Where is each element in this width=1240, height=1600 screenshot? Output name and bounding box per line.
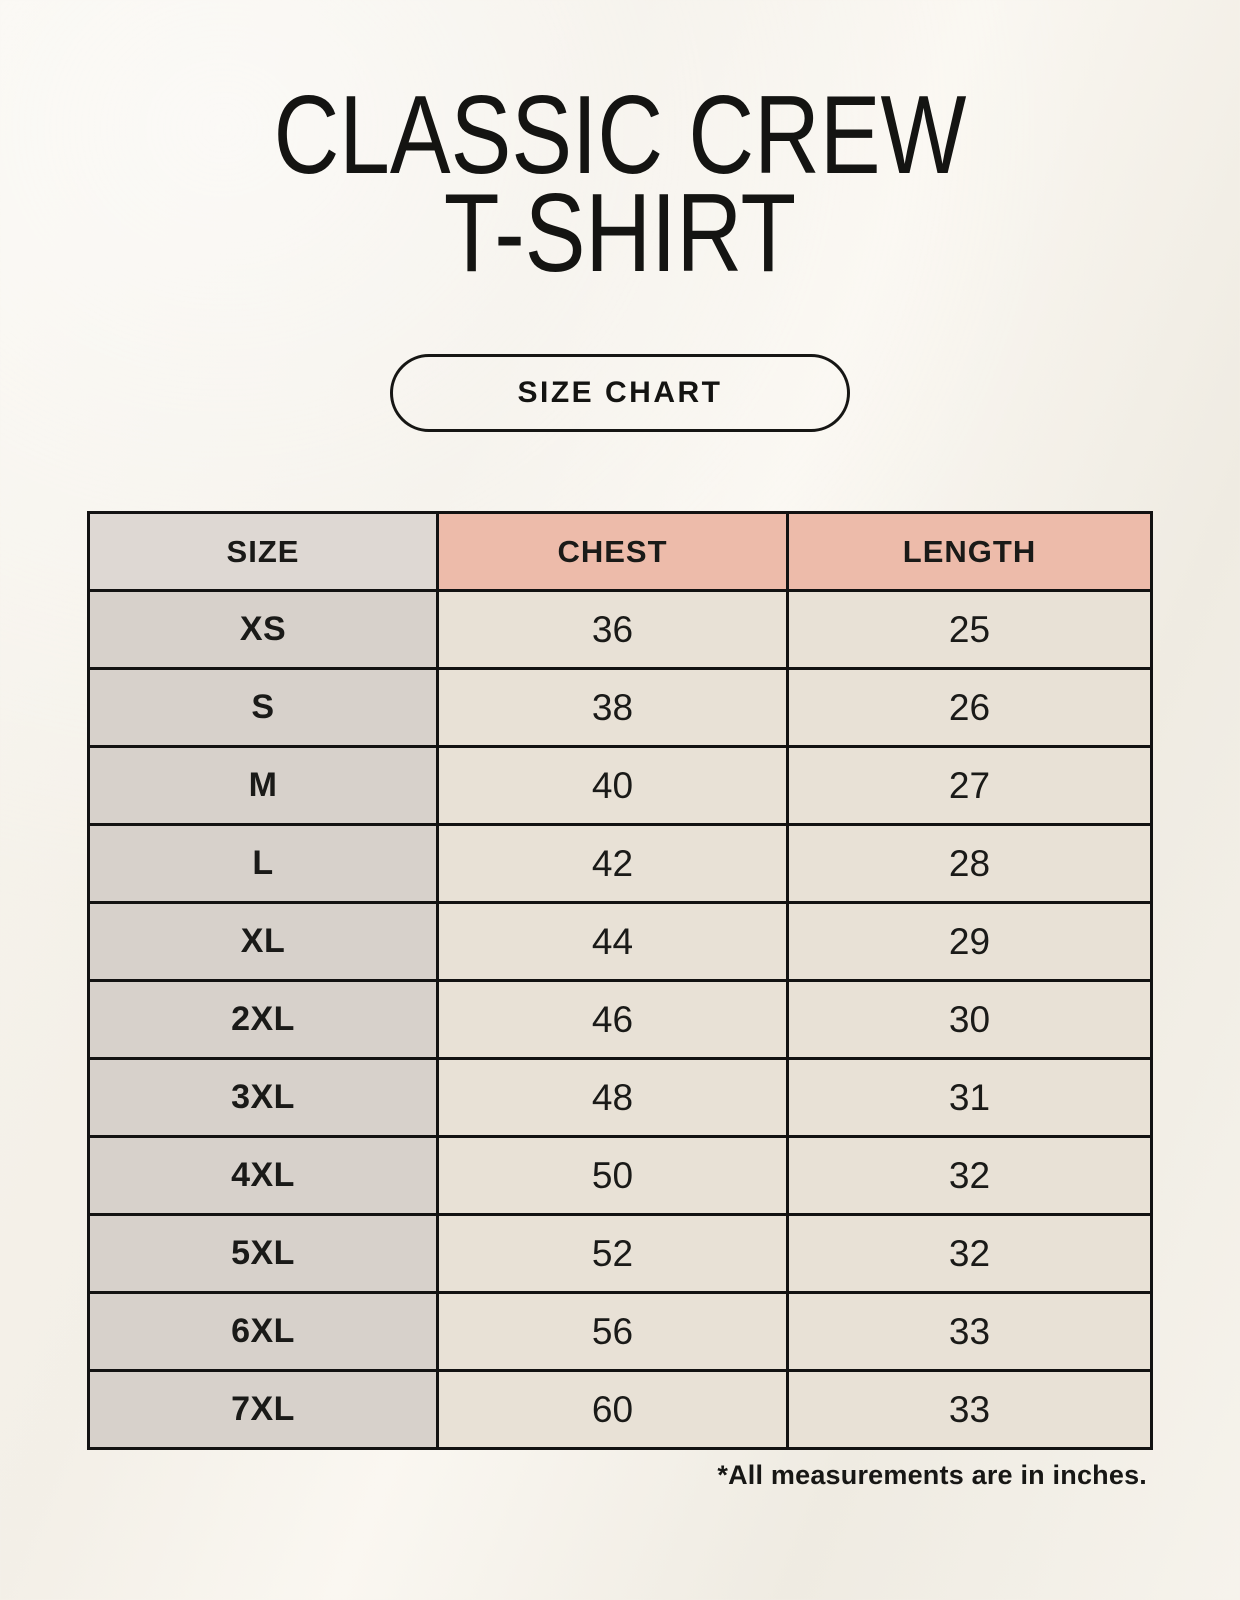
page-title [112, 73, 1129, 295]
size-cell: 5XL [89, 1215, 438, 1293]
length-cell: 25 [788, 591, 1152, 669]
page-title-line-2: T-SHIRT [443, 170, 797, 295]
size-chart-badge [390, 354, 850, 432]
size-cell: XL [89, 903, 438, 981]
chest-cell: 44 [438, 903, 788, 981]
size-chart-page [0, 73, 1240, 1600]
length-cell: 32 [788, 1215, 1152, 1293]
chest-cell: 40 [438, 747, 788, 825]
size-table [87, 511, 1153, 1450]
size-table-body [89, 591, 1152, 1449]
size-cell: 3XL [89, 1059, 438, 1137]
length-cell: 26 [788, 669, 1152, 747]
chest-cell: 36 [438, 591, 788, 669]
chest-cell: 56 [438, 1293, 788, 1371]
length-cell: 33 [788, 1371, 1152, 1449]
chest-cell: 46 [438, 981, 788, 1059]
table-row [89, 981, 1152, 1059]
table-row [89, 591, 1152, 669]
column-header-chest: CHEST [438, 513, 788, 591]
page-title-line-1: CLASSIC CREW [273, 73, 967, 197]
table-row [89, 903, 1152, 981]
chest-cell: 52 [438, 1215, 788, 1293]
length-cell: 32 [788, 1137, 1152, 1215]
table-row [89, 825, 1152, 903]
table-row [89, 1293, 1152, 1371]
length-cell: 33 [788, 1293, 1152, 1371]
length-cell: 30 [788, 981, 1152, 1059]
length-cell: 28 [788, 825, 1152, 903]
size-table-header-row [89, 513, 1152, 591]
length-cell: 27 [788, 747, 1152, 825]
size-chart-badge-label: SIZE CHART [517, 376, 723, 410]
size-cell: XS [89, 591, 438, 669]
length-cell: 29 [788, 903, 1152, 981]
size-cell: 2XL [89, 981, 438, 1059]
chest-cell: 60 [438, 1371, 788, 1449]
table-row [89, 669, 1152, 747]
table-row [89, 1215, 1152, 1293]
measurements-note: *All measurements are in inches. [717, 1460, 1147, 1491]
column-header-size: SIZE [89, 513, 438, 591]
column-header-length: LENGTH [788, 513, 1152, 591]
table-row [89, 747, 1152, 825]
chest-cell: 38 [438, 669, 788, 747]
chest-cell: 50 [438, 1137, 788, 1215]
table-row [89, 1137, 1152, 1215]
size-cell: 6XL [89, 1293, 438, 1371]
table-row [89, 1059, 1152, 1137]
size-cell: L [89, 825, 438, 903]
size-cell: 7XL [89, 1371, 438, 1449]
chest-cell: 42 [438, 825, 788, 903]
chest-cell: 48 [438, 1059, 788, 1137]
size-table-head [89, 513, 1152, 591]
length-cell: 31 [788, 1059, 1152, 1137]
table-row [89, 1371, 1152, 1449]
size-cell: 4XL [89, 1137, 438, 1215]
size-cell: S [89, 669, 438, 747]
size-cell: M [89, 747, 438, 825]
